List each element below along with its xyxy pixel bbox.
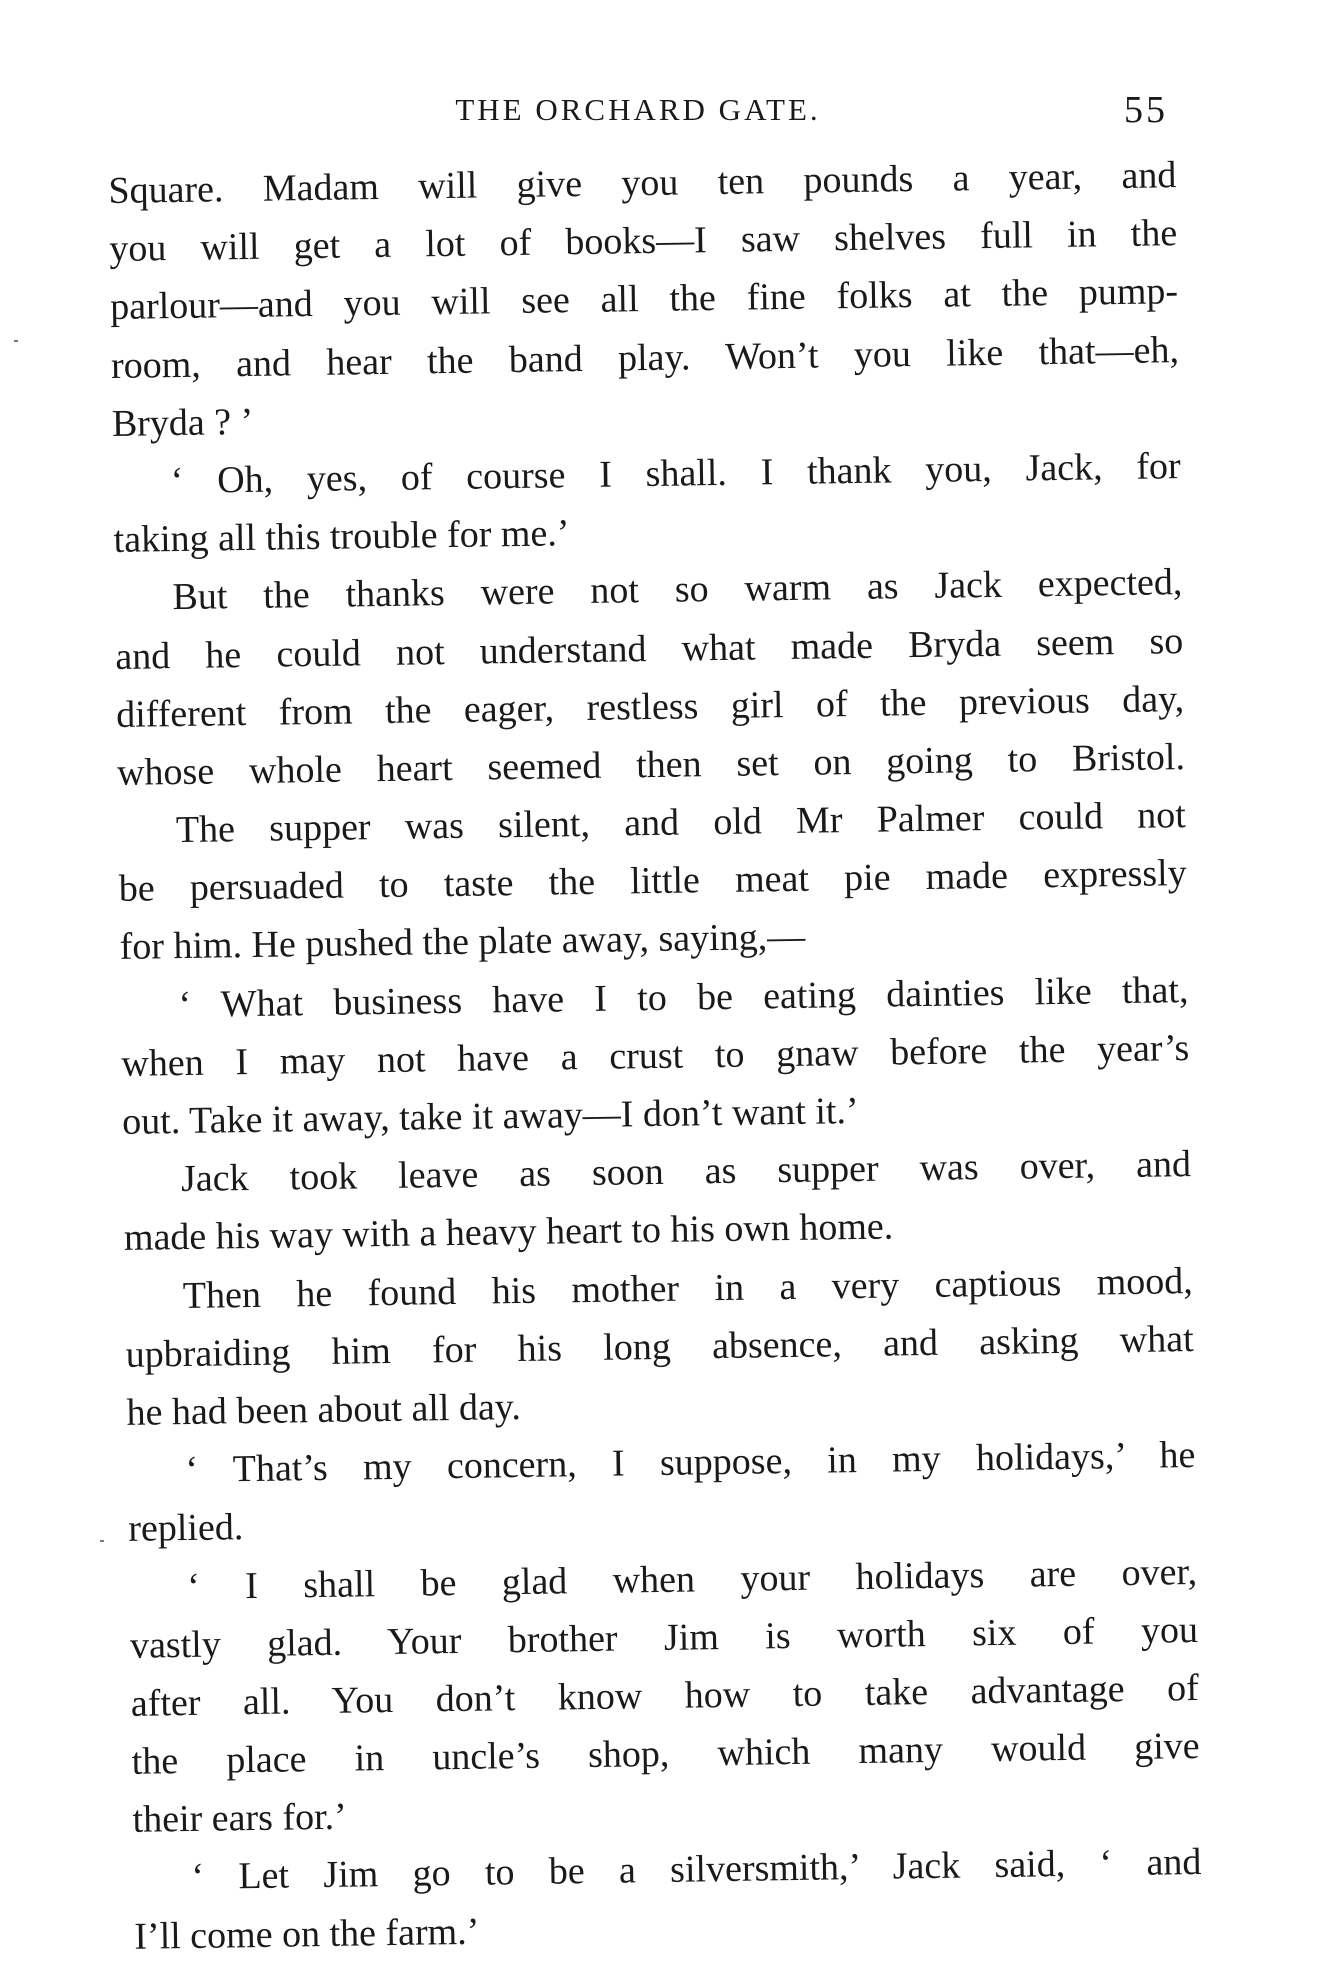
text-line: the place in uncle’s shop, which many would give [131,1725,1200,1783]
text-line: replied. [127,1506,244,1551]
page-header [108,89,1168,140]
text-line: their ears for.’ [132,1795,348,1842]
text-line: out. Take it away, take it away—I don’t want it.’ [121,1089,859,1143]
text-line: after all. You don’t know how to take advantage of [130,1666,1200,1725]
text-line: room, and hear the band play. Won’t you like that—eh, [110,328,1180,387]
running-title: THE ORCHARD GATE. [455,92,821,127]
text-line: he had been about all day. [126,1385,522,1434]
text-line: made his way with a heavy heart to his own home. [123,1205,894,1260]
text-line: ‘ Let Jim go to be a silversmith,’ Jack said, ‘ and [191,1841,1202,1899]
text-line: Jack took leave as soon as supper was over, and [180,1143,1192,1201]
text-line: ‘ That’s my concern, I suppose, in my holidays,’ he [185,1434,1196,1492]
text-line: when I may not have a crust to gnaw before the year’s [121,1026,1190,1085]
text-line: for him. He pushed the plate away, saying,— [119,916,806,969]
page-number: 55 [1124,89,1168,131]
text-line: The supper was silent, and old Mr Palmer could not [175,794,1187,852]
scan-speck [14,340,18,342]
text-line: you will get a lot of books—I saw shelves full in the [108,212,1178,271]
text-line: and he could not understand what made Bryda seem so [115,619,1184,678]
text-line: ‘ What business have I to be eating dainties like that, [178,968,1189,1026]
text-line: But the thanks were not so warm as Jack expected, [172,561,1183,619]
text-line: ‘ I shall be glad when your holidays are over, [186,1550,1198,1608]
text-line: taking all this trouble for me.’ [113,512,570,562]
text-line: parlour—and you will see all the fine folks at the pump- [109,270,1179,329]
text-line: Then he found his mother in a very captious mood, [182,1259,1194,1317]
text-line: be persuaded to taste the little meat pie made expressly [118,852,1187,911]
text-line: Bryda ? ’ [111,400,254,445]
text-line: I’ll come on the farm.’ [134,1910,480,1958]
body-text [108,146,1203,1965]
text-line: upbraiding him for his long absence, and asking what [125,1317,1194,1376]
scan-speck [100,1540,104,1542]
text-line: different from the eager, restless girl of the previous day, [115,677,1185,736]
text-line: Square. Madam will give you ten pounds a year, and [108,154,1177,212]
text-line: ‘ Oh, yes, of course I shall. I thank you, Jack, for [170,445,1181,503]
text-line: whose whole heart seemed then set on going to Bristol. [116,735,1186,794]
text-line: vastly glad. Your brother Jim is worth six of you [129,1608,1199,1667]
